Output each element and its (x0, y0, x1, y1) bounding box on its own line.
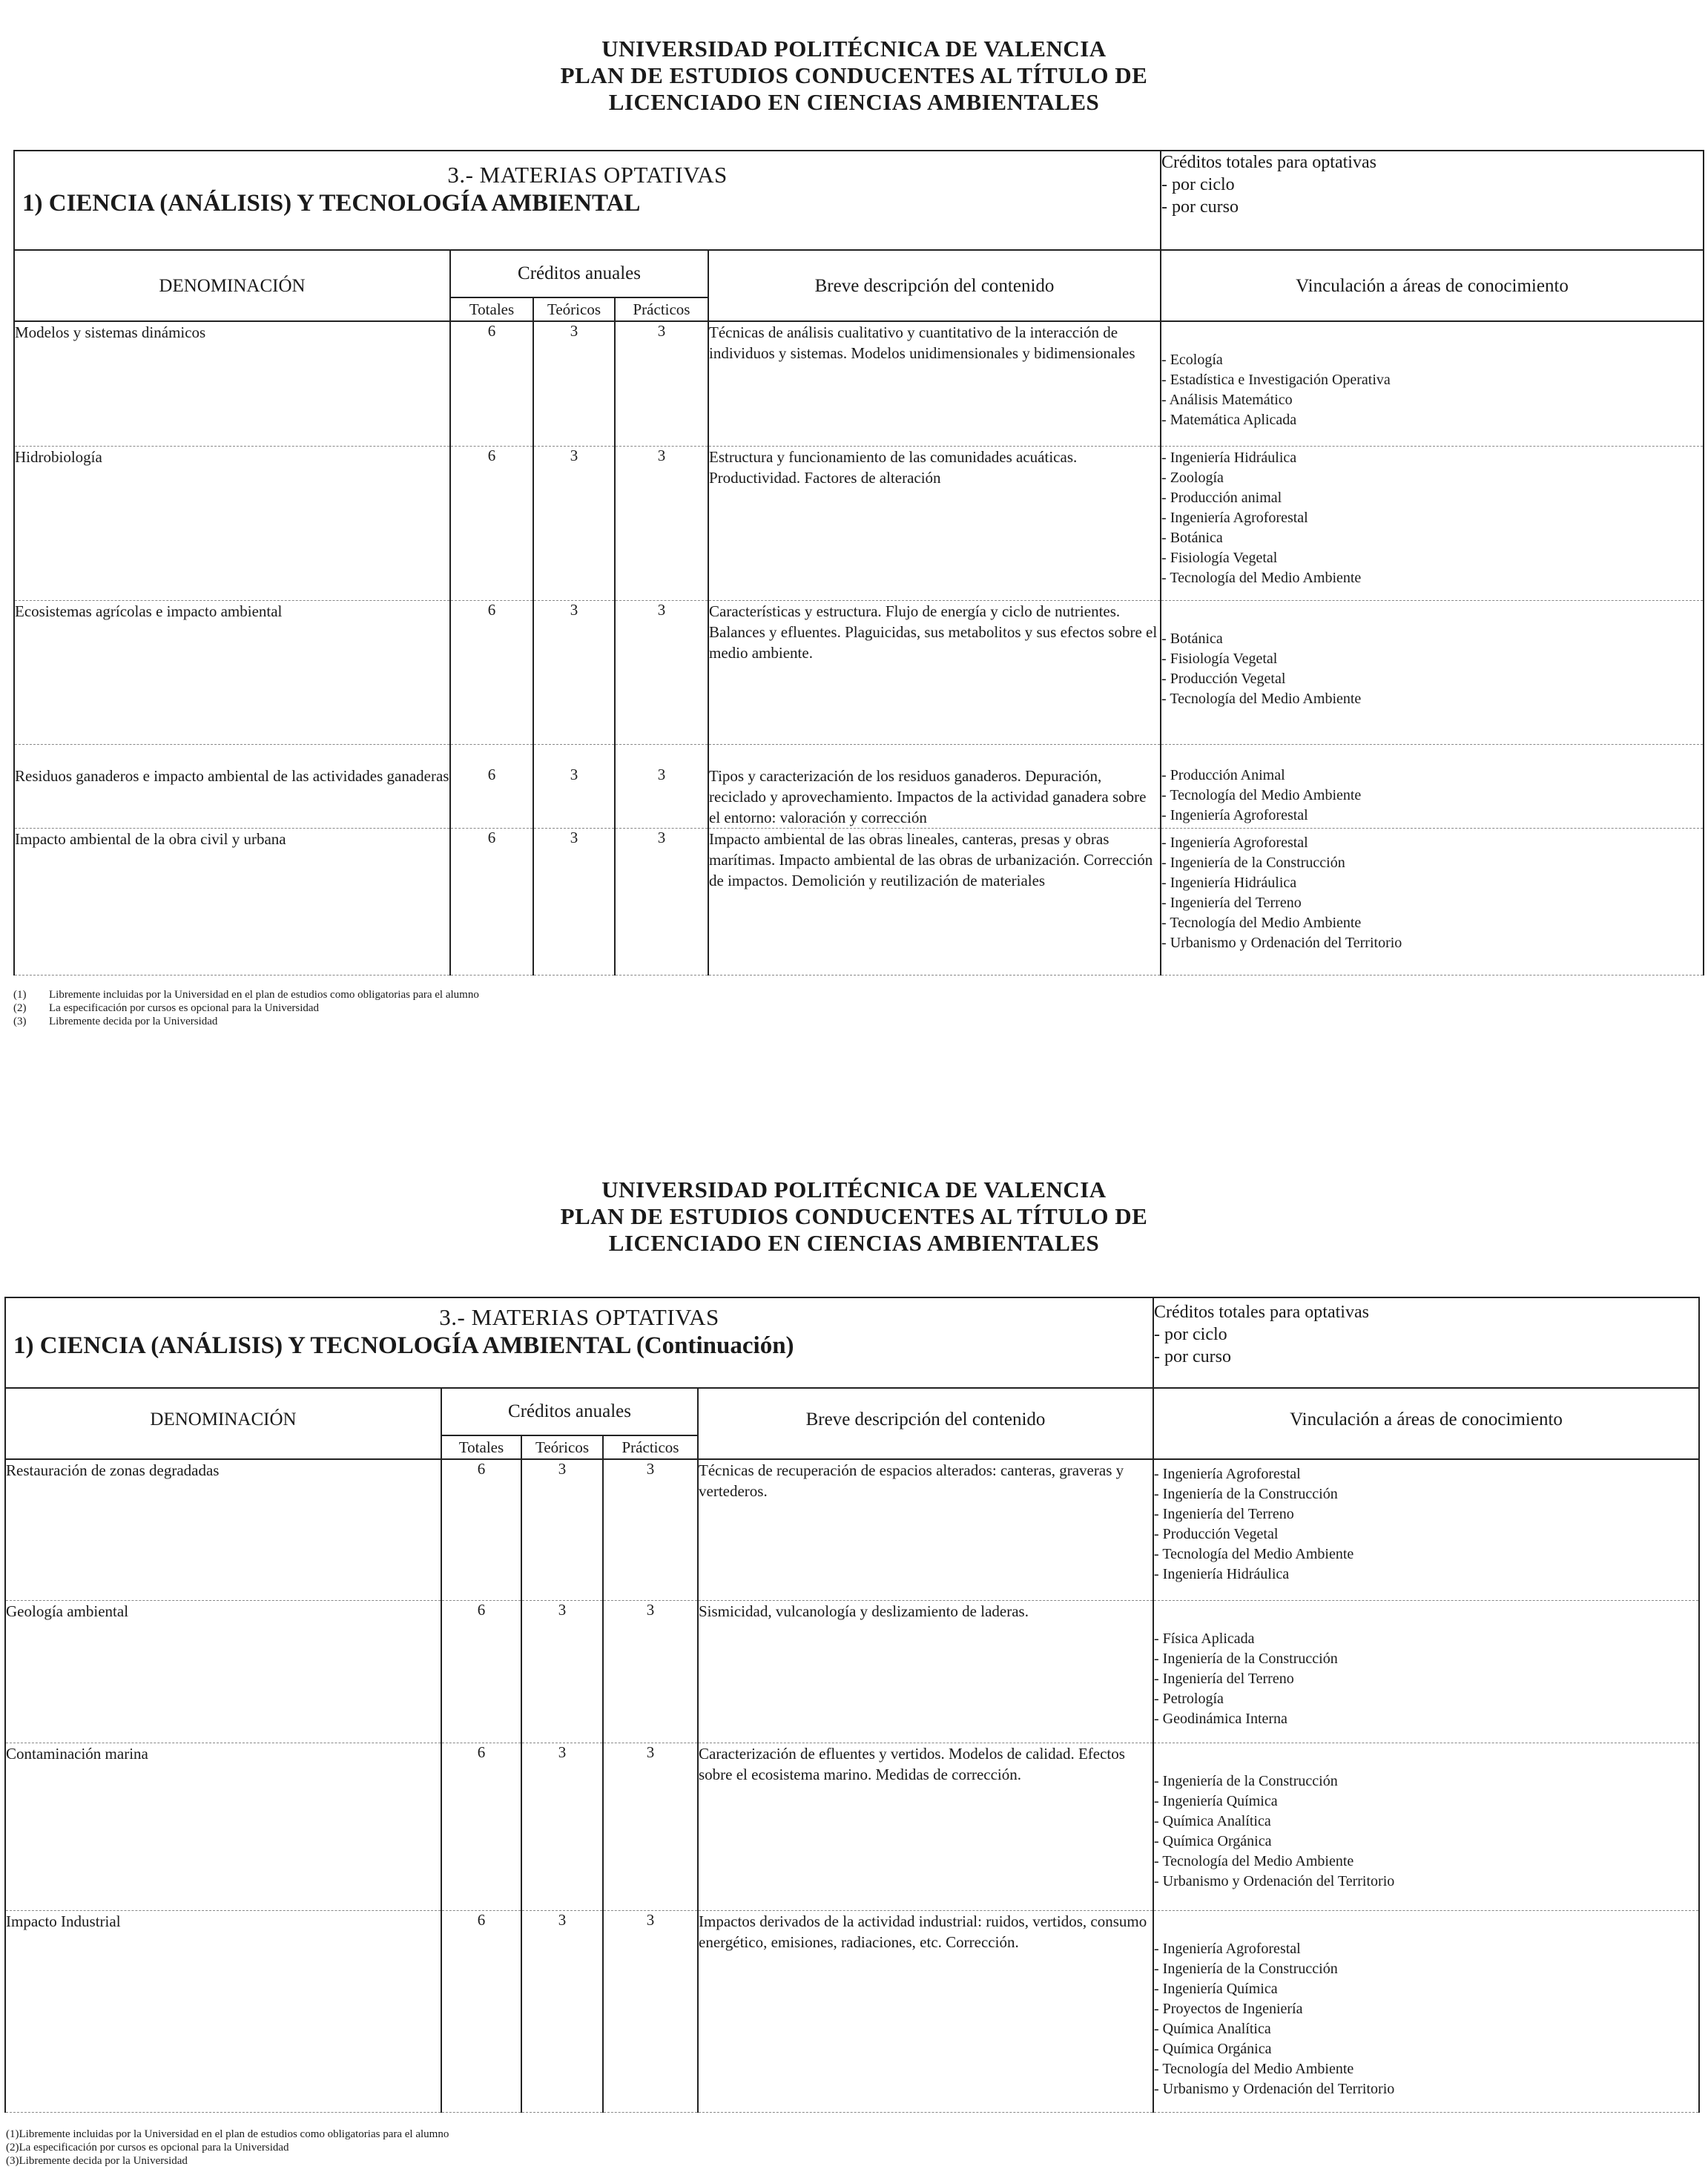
area-item: - Ingeniería Agroforestal (1161, 834, 1308, 851)
row-name: Impacto Industrial (5, 1910, 441, 2112)
area-item: - Ingeniería Agroforestal (1154, 1466, 1301, 1482)
area-item: - Tecnología del Medio Ambiente (1154, 1546, 1354, 1562)
area-item: - Urbanismo y Ordenación del Territorio (1154, 2080, 1395, 2097)
table-row (5, 1910, 1699, 2112)
creditos-line: - por ciclo (1154, 1325, 1227, 1344)
area-item: - Ecología (1161, 352, 1223, 368)
area-item: - Geodinámica Interna (1154, 1710, 1287, 1727)
row-description: Técnicas de análisis cualitativo y cuantitativo de la interacción de individuos y sistemas. Modelos unidimensionales y bidimensionales (708, 321, 1161, 446)
area-item: - Proyectos de Ingeniería (1154, 2000, 1303, 2017)
area-item: - Tecnología del Medio Ambiente (1154, 1852, 1354, 1869)
area-item: - Ingeniería de la Construcción (1154, 1486, 1338, 1502)
area-item: - Botánica (1161, 529, 1223, 546)
col-descripcion: Breve descripción del contenido (708, 250, 1161, 321)
row-areas (1161, 744, 1704, 828)
area-item: - Ingeniería Hidráulica (1154, 1566, 1290, 1582)
area-item: - Ingeniería de la Construcción (1154, 1960, 1338, 1977)
row-totales: 6 (450, 600, 533, 744)
row-areas (1161, 828, 1704, 975)
col-vinculacion: Vinculación a áreas de conocimiento (1161, 250, 1704, 321)
row-name: Ecosistemas agrícolas e impacto ambiental (14, 600, 450, 744)
area-item: - Estadística e Investigación Operativa (1161, 372, 1391, 388)
footnotes-2 (6, 2128, 449, 2168)
row-name: Restauración de zonas degradadas (5, 1459, 441, 1600)
row-totales: 6 (441, 1459, 521, 1600)
table-row (14, 828, 1704, 975)
row-totales: 6 (441, 1743, 521, 1910)
area-item: - Ingeniería Química (1154, 1792, 1278, 1809)
row-practicos: 3 (603, 1600, 698, 1743)
heading-line: PLAN DE ESTUDIOS CONDUCENTES AL TÍTULO DE (560, 1203, 1148, 1229)
creditos-totales-box (1161, 151, 1704, 250)
area-item: - Análisis Matemático (1161, 392, 1293, 408)
creditos-line: Créditos totales para optativas (1161, 153, 1376, 172)
row-practicos: 3 (615, 446, 708, 600)
table-row (5, 1600, 1699, 1743)
row-areas (1153, 1600, 1699, 1743)
footnote: (1)Libremente incluidas por la Universidad en el plan de estudios como obligatorias para el alumno (6, 2128, 449, 2140)
row-name: Geología ambiental (5, 1600, 441, 1743)
area-item: - Tecnología del Medio Ambiente (1161, 914, 1362, 931)
heading-line: UNIVERSIDAD POLITÉCNICA DE VALENCIA (601, 1177, 1107, 1202)
row-teoricos: 3 (533, 446, 615, 600)
table-row (14, 446, 1704, 600)
heading-line: LICENCIADO EN CIENCIAS AMBIENTALES (608, 89, 1100, 115)
area-item: - Tecnología del Medio Ambiente (1161, 569, 1362, 586)
area-item: - Fisiología Vegetal (1161, 650, 1278, 667)
table-row (5, 1459, 1699, 1600)
creditos-line: - por curso (1161, 197, 1239, 217)
area-item: - Ingeniería Agroforestal (1154, 1940, 1301, 1957)
footnote: (1) Libremente incluidas por la Universidad en el plan de estudios como obligatorias para el alumno (13, 989, 479, 1001)
row-practicos: 3 (603, 1910, 698, 2112)
row-description: Características y estructura. Flujo de energía y ciclo de nutrientes. Balances y efluentes. Plaguicidas, sus metabolitos y sus efectos sobre el medio ambiente. (708, 600, 1161, 744)
row-practicos: 3 (603, 1743, 698, 1910)
plan-table-1 (13, 150, 1704, 976)
row-teoricos: 3 (533, 321, 615, 446)
row-description: Impacto ambiental de las obras lineales, canteras, presas y obras marítimas. Impacto ambiental de las obras de urbanización. Corrección de impactos. Demolición y reutilización de materiales (708, 828, 1161, 975)
area-item: - Ingeniería Química (1154, 1980, 1278, 1997)
row-description: Tipos y caracterización de los residuos ganaderos. Depuración, reciclado y aprovechamiento. Impactos de la actividad ganadera sobre el entorno: valoración y corrección (708, 744, 1161, 828)
col-teoricos: Teóricos (533, 297, 615, 321)
heading-line: PLAN DE ESTUDIOS CONDUCENTES AL TÍTULO DE (560, 62, 1148, 88)
area-item: - Urbanismo y Ordenación del Territorio (1154, 1872, 1395, 1889)
row-totales: 6 (450, 828, 533, 975)
row-teoricos: 3 (521, 1600, 603, 1743)
area-item: - Ingeniería del Terreno (1154, 1506, 1294, 1522)
col-vinculacion: Vinculación a áreas de conocimiento (1153, 1388, 1699, 1459)
col-creditos-anuales: Créditos anuales (441, 1388, 698, 1435)
area-item: - Ingeniería del Terreno (1161, 894, 1302, 911)
footnote: (3)Libremente decida por la Universidad (6, 2155, 188, 2167)
area-item: - Ingeniería del Terreno (1154, 1670, 1294, 1687)
row-description: Impactos derivados de la actividad industrial: ruidos, vertidos, consumo energético, emisiones, radiaciones, etc. Corrección. (698, 1910, 1153, 2112)
area-item: - Producción Animal (1161, 766, 1285, 783)
row-totales: 6 (450, 446, 533, 600)
area-item: - Ingeniería Agroforestal (1161, 806, 1308, 823)
area-item: - Petrología (1154, 1690, 1224, 1707)
area-item: - Matemática Aplicada (1161, 412, 1297, 428)
creditos-line: - por ciclo (1161, 175, 1235, 194)
materias-header (5, 1297, 1153, 1388)
materias-label: 3.- MATERIAS OPTATIVAS (439, 1304, 719, 1330)
area-item: - Producción Vegetal (1161, 670, 1286, 687)
row-totales: 6 (441, 1600, 521, 1743)
col-practicos: Prácticos (603, 1435, 698, 1459)
row-areas (1161, 321, 1704, 446)
row-practicos: 3 (615, 600, 708, 744)
row-practicos: 3 (615, 321, 708, 446)
col-practicos: Prácticos (615, 297, 708, 321)
continuacion-label: (Continuación) (636, 1332, 794, 1359)
table-row (14, 744, 1704, 828)
area-item: - Urbanismo y Ordenación del Territorio (1161, 934, 1402, 951)
row-teoricos: 3 (533, 744, 615, 828)
footnote: (2)La especificación por cursos es opcional para la Universidad (6, 2142, 289, 2154)
table-row (14, 600, 1704, 744)
area-item: - Tecnología del Medio Ambiente (1161, 690, 1362, 707)
row-teoricos: 3 (533, 600, 615, 744)
footnotes-1 (13, 988, 479, 1028)
area-item: - Ingeniería Hidráulica (1161, 874, 1297, 891)
row-teoricos: 3 (521, 1459, 603, 1600)
row-description: Sismicidad, vulcanología y deslizamiento de laderas. (698, 1600, 1153, 1743)
area-item: - Ingeniería de la Construcción (1154, 1650, 1338, 1667)
footnote: (3) Libremente decida por la Universidad (13, 1016, 218, 1027)
group-title: 1) CIENCIA (ANÁLISIS) Y TECNOLOGÍA AMBIENTAL (22, 190, 641, 217)
row-teoricos: 3 (521, 1743, 603, 1910)
row-areas (1153, 1743, 1699, 1910)
area-item: - Botánica (1161, 630, 1223, 647)
area-item: - Tecnología del Medio Ambiente (1161, 786, 1362, 803)
row-name: Hidrobiología (14, 446, 450, 600)
row-totales: 6 (450, 744, 533, 828)
col-denominacion: DENOMINACIÓN (5, 1388, 441, 1459)
area-item: - Química Analítica (1154, 2020, 1271, 2037)
col-descripcion: Breve descripción del contenido (698, 1388, 1153, 1459)
row-teoricos: 3 (533, 828, 615, 975)
area-item: - Física Aplicada (1154, 1630, 1255, 1647)
area-item: - Ingeniería de la Construcción (1161, 854, 1345, 871)
row-areas (1153, 1459, 1699, 1600)
row-teoricos: 3 (521, 1910, 603, 2112)
col-creditos-anuales: Créditos anuales (450, 250, 708, 297)
row-areas (1153, 1910, 1699, 2112)
row-areas (1161, 446, 1704, 600)
creditos-line: - por curso (1154, 1347, 1231, 1366)
area-item: - Ingeniería Agroforestal (1161, 509, 1308, 526)
row-description: Estructura y funcionamiento de las comunidades acuáticas. Productividad. Factores de alteración (708, 446, 1161, 600)
row-practicos: 3 (603, 1459, 698, 1600)
creditos-line: Créditos totales para optativas (1154, 1303, 1369, 1322)
area-item: - Zoología (1161, 469, 1224, 486)
area-item: - Tecnología del Medio Ambiente (1154, 2060, 1354, 2077)
area-item: - Química Orgánica (1154, 1832, 1272, 1849)
area-item: - Producción Vegetal (1154, 1526, 1279, 1542)
materias-label: 3.- MATERIAS OPTATIVAS (447, 162, 728, 188)
col-totales: Totales (450, 297, 533, 321)
group-title: 1) CIENCIA (ANÁLISIS) Y TECNOLOGÍA AMBIENTAL (Continuación) (13, 1332, 794, 1359)
creditos-totales-box (1153, 1297, 1699, 1388)
col-teoricos: Teóricos (521, 1435, 603, 1459)
area-item: - Ingeniería Hidráulica (1161, 449, 1297, 466)
page-heading-1 (0, 36, 1708, 116)
area-item: - Fisiología Vegetal (1161, 549, 1278, 566)
row-name: Contaminación marina (5, 1743, 441, 1910)
heading-line: UNIVERSIDAD POLITÉCNICA DE VALENCIA (601, 36, 1107, 62)
row-practicos: 3 (615, 828, 708, 975)
row-description: Técnicas de recuperación de espacios alterados: canteras, graveras y vertederos. (698, 1459, 1153, 1600)
table-row (5, 1743, 1699, 1910)
area-item: - Ingeniería de la Construcción (1154, 1772, 1338, 1789)
row-totales: 6 (450, 321, 533, 446)
col-denominacion: DENOMINACIÓN (14, 250, 450, 321)
col-totales: Totales (441, 1435, 521, 1459)
row-description: Caracterización de efluentes y vertidos. Modelos de calidad. Efectos sobre el ecosistema marino. Medidas de corrección. (698, 1743, 1153, 1910)
area-item: - Química Analítica (1154, 1812, 1271, 1829)
row-name: Modelos y sistemas dinámicos (14, 321, 450, 446)
area-item: - Producción animal (1161, 489, 1282, 506)
page-heading-2 (0, 1177, 1708, 1257)
materias-header (14, 151, 1161, 250)
area-item: - Química Orgánica (1154, 2040, 1272, 2057)
table-row (14, 321, 1704, 446)
row-totales: 6 (441, 1910, 521, 2112)
row-practicos: 3 (615, 744, 708, 828)
footnote: (2) La especificación por cursos es opcional para la Universidad (13, 1002, 320, 1014)
row-areas (1161, 600, 1704, 744)
heading-line: LICENCIADO EN CIENCIAS AMBIENTALES (608, 1230, 1100, 1256)
plan-table-2 (4, 1297, 1700, 2113)
row-name: Impacto ambiental de la obra civil y urbana (14, 828, 450, 975)
row-name: Residuos ganaderos e impacto ambiental de las actividades ganaderas (14, 744, 450, 828)
